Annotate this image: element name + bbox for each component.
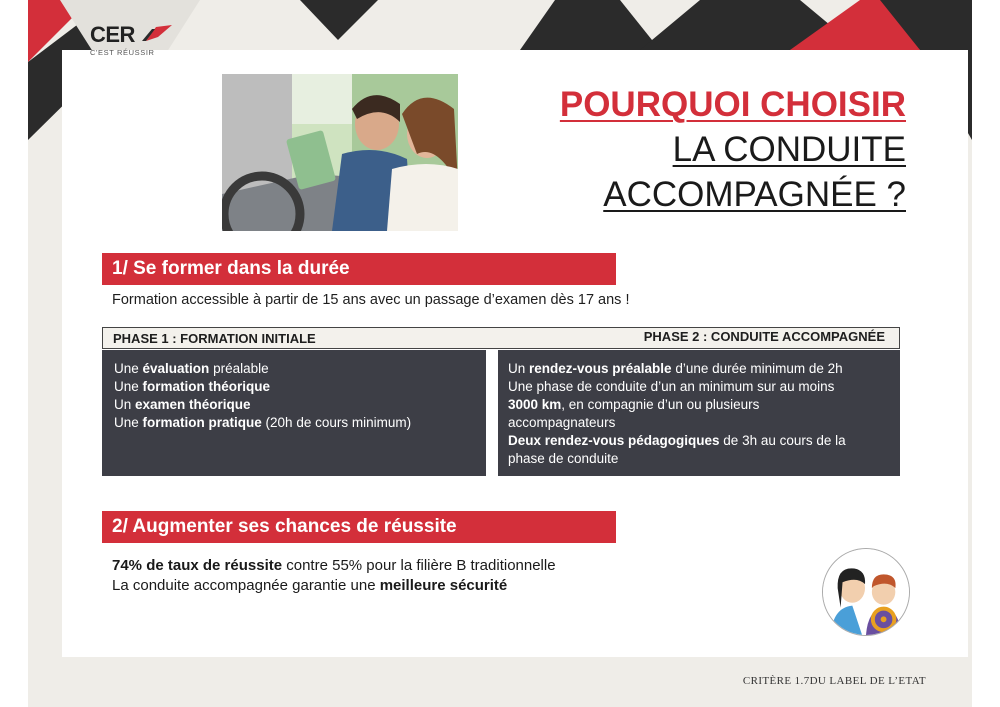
phase-2-heading: PHASE 2 : CONDUITE ACCOMPAGNÉE: [643, 329, 885, 344]
phase-2-line: 3000 km, en compagnie d’un ou plusieurs: [508, 397, 760, 412]
phase-1-item: Une formation pratique (20h de cours minimum): [114, 415, 412, 430]
logo-tagline: C'EST RÉUSSIR: [90, 48, 155, 57]
section-2-results: [112, 556, 556, 596]
phase-1-item: Une formation théorique: [114, 379, 271, 394]
car-lesson-photo: [222, 74, 458, 231]
phase-2-line: Un rendez-vous préalable d’une durée minimum de 2h: [508, 361, 843, 376]
page-title: [560, 82, 906, 217]
phase-1-item: Un examen théorique: [114, 397, 251, 412]
phase-1-heading: PHASE 1 : FORMATION INITIALE: [113, 331, 316, 346]
cer-logo: [90, 20, 174, 60]
phase-2-box: [498, 350, 900, 476]
phase-2-line: Deux rendez-vous pédagogiques de 3h au cours de la: [508, 433, 846, 448]
title-line-3: ACCOMPAGNÉE ?: [603, 175, 906, 214]
phase-2-line: phase de conduite: [508, 451, 619, 466]
phase-2-line: accompagnateurs: [508, 415, 616, 430]
section-2-heading: 2/ Augmenter ses chances de réussite: [102, 511, 616, 543]
couple-driving-illustration: [822, 548, 910, 636]
section-1-heading: 1/ Se former dans la durée: [102, 253, 616, 285]
phase-1-item: Une évaluation préalable: [114, 361, 269, 376]
logo-name: CER: [90, 22, 135, 47]
title-line-1: POURQUOI CHOISIR: [559, 85, 906, 124]
section-1-intro: Formation accessible à partir de 15 ans avec un passage d’examen dès 17 ans !: [112, 292, 630, 308]
cer-chevron-icon: [142, 23, 172, 43]
title-line-2: LA CONDUITE: [672, 130, 906, 169]
safety-line: La conduite accompagnée garantie une meilleure sécurité: [112, 577, 508, 594]
phase-2-line: Une phase de conduite d’un an minimum sur au moins: [508, 379, 835, 394]
phase-header-row: [102, 327, 900, 349]
footer-label: CRITÈRE 1.7DU LABEL DE L’ETAT: [742, 675, 926, 687]
success-rate-line: 74% de taux de réussite contre 55% pour la filière B traditionnelle: [112, 557, 556, 574]
phase-1-box: [102, 350, 486, 476]
